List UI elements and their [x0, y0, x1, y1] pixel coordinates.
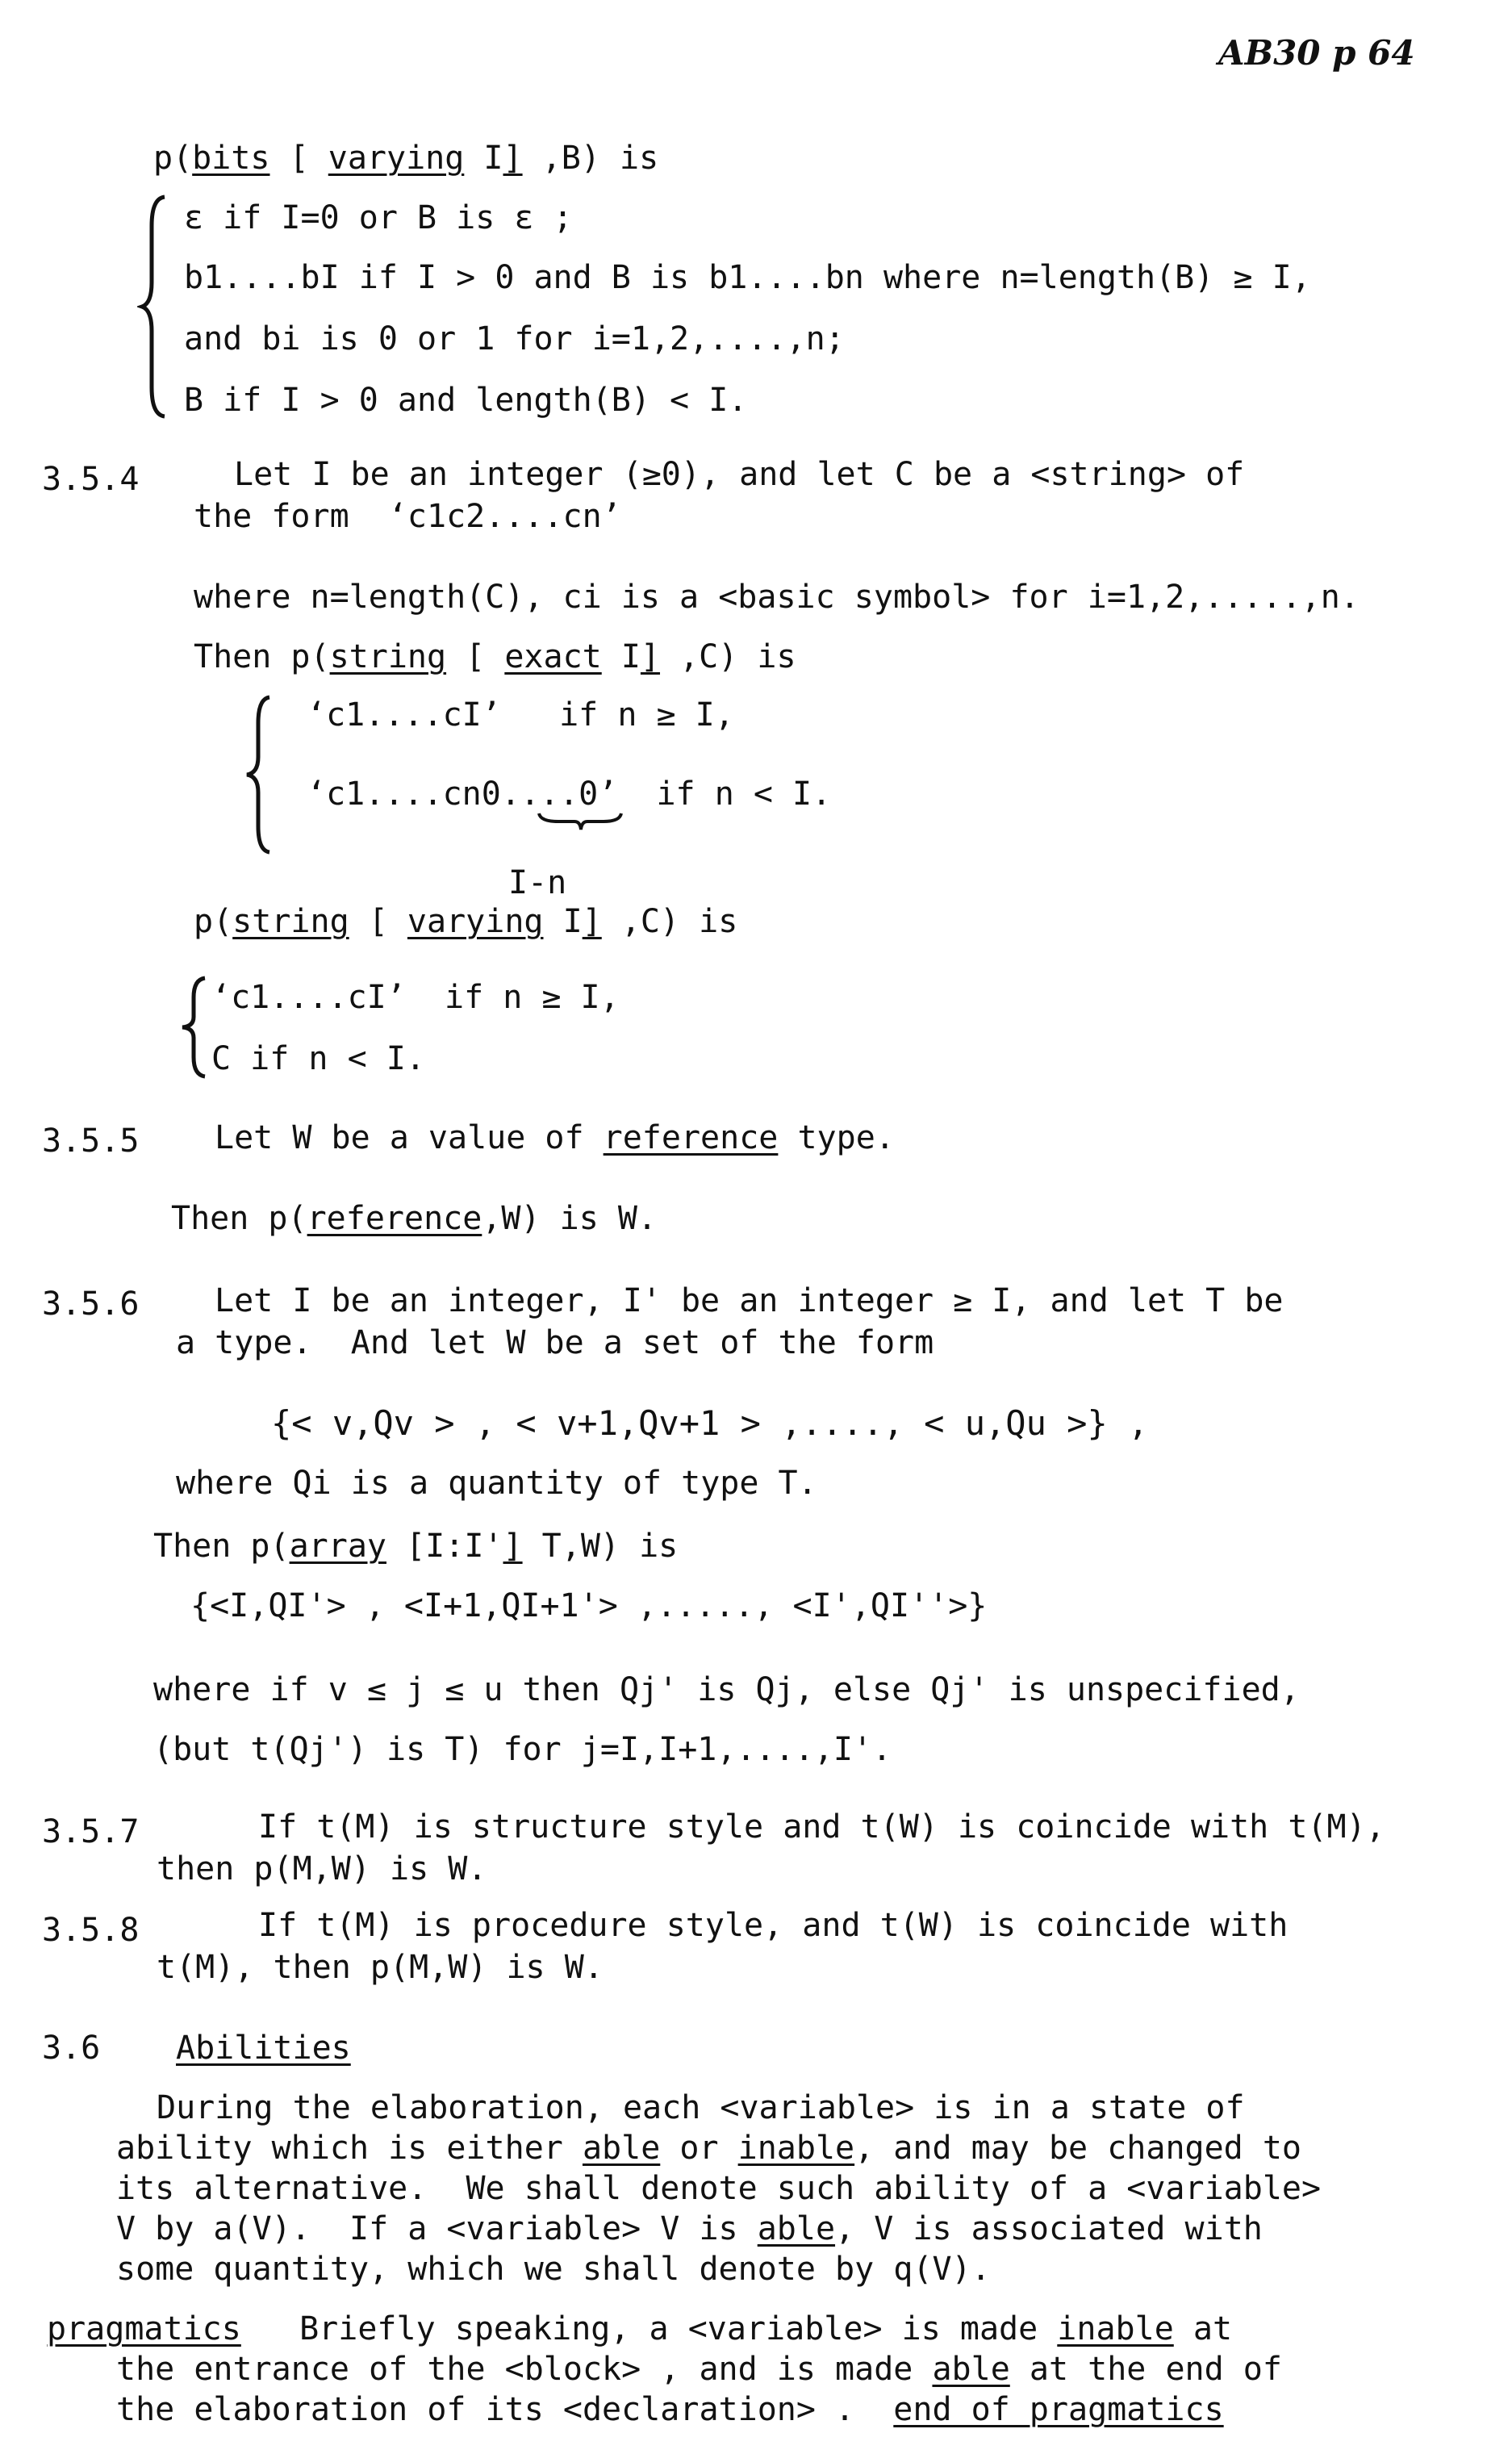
- text-fragment: I: [543, 903, 583, 940]
- keyword-able: able: [757, 2210, 836, 2247]
- s354-varying-line: [194, 902, 737, 941]
- text-fragment: Then p(: [194, 638, 330, 675]
- text-fragment: I:I': [425, 1528, 503, 1565]
- text-fragment: ,C) is: [660, 638, 796, 675]
- text-fragment: Briefly speaking, a <variable> is made: [240, 2310, 1058, 2347]
- end-of-pragmatics-marker: end of pragmatics: [893, 2391, 1224, 2428]
- text-fragment: at the end of: [1009, 2351, 1282, 2388]
- text-fragment: ,C) is: [601, 903, 738, 940]
- abilities-para-line-3: its alternative. We shall denote such ability of a <variable>: [116, 2170, 1322, 2207]
- underbrace: [536, 810, 624, 834]
- bracket-close: ]: [640, 638, 661, 675]
- s355-line-2: [171, 1199, 657, 1238]
- keyword-inable: inable: [1057, 2310, 1174, 2347]
- varying-case-2: C if n < I.: [211, 1040, 425, 1077]
- abilities-para-line-4: [116, 2209, 1263, 2248]
- left-brace-bits: [137, 194, 169, 420]
- s354-then-line: [194, 638, 796, 676]
- abilities-para-line-5: some quantity, which we shall denote by q(V).: [116, 2251, 991, 2288]
- pragmatics-line-2: [116, 2350, 1282, 2389]
- s358-line-2: t(M), then p(M,W) is W.: [157, 1949, 604, 1986]
- pragmatics-line-1: [47, 2310, 1232, 2348]
- text-fragment: ,B) is: [522, 140, 659, 177]
- text-fragment: ability which is either: [116, 2130, 583, 2167]
- text-fragment: I: [601, 638, 641, 675]
- underbrace-label: I-n: [508, 864, 567, 901]
- text-fragment: p(: [194, 903, 233, 940]
- keyword-exact: exact: [504, 638, 602, 675]
- keyword-able: able: [932, 2351, 1010, 2388]
- text-fragment: the elaboration of its <declaration> .: [116, 2391, 894, 2428]
- exact-case-2: ‘c1....cn0....0’ if n < I.: [307, 775, 832, 813]
- keyword-varying: varying: [407, 903, 544, 940]
- abilities-para-line-1: During the elaboration, each <variable> is in a state of: [157, 2089, 1245, 2126]
- keyword-string: string: [329, 638, 447, 675]
- text-fragment: Then p(: [171, 1200, 307, 1237]
- s356-line-3: where Qi is a quantity of type T.: [176, 1465, 817, 1502]
- left-brace-string-varying: [178, 975, 210, 1080]
- bits-case-4: B if I > 0 and length(B) < I.: [184, 382, 748, 419]
- text-fragment: ,W) is W.: [482, 1200, 658, 1237]
- bits-varying-heading: [153, 139, 658, 178]
- s356-where-2: (but t(Qj') is T) for j=I,I+1,....,I'.: [153, 1731, 892, 1768]
- s356-where-1: where if v ≤ j ≤ u then Qj' is Qj, else Qj' is unspecified,: [153, 1671, 1300, 1708]
- keyword-string: string: [232, 903, 349, 940]
- s354-line-1: Let I be an integer (≥0), and let C be a <string> of: [234, 456, 1245, 493]
- text-fragment: [: [386, 1528, 426, 1565]
- keyword-array: array: [289, 1528, 386, 1565]
- section-number-3-5-7: 3.5.7: [42, 1813, 140, 1850]
- pragmatics-label: pragmatics: [47, 2310, 241, 2347]
- text-fragment: T,W) is: [522, 1528, 679, 1565]
- s357-line-2: then p(M,W) is W.: [157, 1850, 487, 1888]
- s354-line-2: the form ‘c1c2....cn’: [194, 498, 621, 535]
- bracket-close: ]: [582, 903, 602, 940]
- abilities-para-line-2: [116, 2129, 1301, 2168]
- text-fragment: [: [269, 140, 328, 177]
- section-number-3-6: 3.6: [42, 2030, 101, 2067]
- keyword-varying: varying: [328, 140, 465, 177]
- text-fragment: , V is associated with: [835, 2210, 1263, 2247]
- s356-set-form: {< v,Qv > , < v+1,Qv+1 > ,...., < u,Qu >} ,: [271, 1403, 1149, 1443]
- text-fragment: Then p(: [153, 1528, 290, 1565]
- text-fragment: [: [349, 903, 407, 940]
- section-title-abilities: Abilities: [176, 2030, 351, 2067]
- section-number-3-5-5: 3.5.5: [42, 1122, 140, 1160]
- keyword-able: able: [582, 2130, 661, 2167]
- s358-line-1: If t(M) is procedure style, and t(W) is coincide with: [258, 1907, 1289, 1944]
- bracket-close: ]: [503, 140, 523, 177]
- text-fragment: I: [464, 140, 503, 177]
- section-number-3-5-4: 3.5.4: [42, 461, 140, 498]
- bits-case-3: and bi is 0 or 1 for i=1,2,....,n;: [184, 320, 845, 357]
- text-fragment: V by a(V). If a <variable> V is: [116, 2210, 758, 2247]
- s356-then-line: [153, 1527, 678, 1566]
- keyword-reference: reference: [307, 1200, 482, 1237]
- bracket-close: ]: [503, 1528, 523, 1565]
- text-fragment: the entrance of the <block> , and is made: [116, 2351, 933, 2388]
- s355-line-1: [215, 1118, 895, 1157]
- exact-case-1: ‘c1....cI’ if n ≥ I,: [307, 696, 734, 734]
- section-number-3-5-6: 3.5.6: [42, 1286, 140, 1323]
- left-brace-exact: [242, 694, 274, 855]
- s356-line-2: a type. And let W be a set of the form: [176, 1324, 934, 1361]
- keyword-reference: reference: [603, 1119, 779, 1156]
- keyword-inable: inable: [737, 2130, 855, 2167]
- bits-case-2: b1....bI if I > 0 and B is b1....bn where n=length(B) ≥ I,: [184, 259, 1311, 296]
- varying-case-1: ‘c1....cI’ if n ≥ I,: [211, 979, 620, 1016]
- text-fragment: , and may be changed to: [854, 2130, 1302, 2167]
- keyword-bits: bits: [192, 140, 270, 177]
- pragmatics-line-3: [116, 2390, 1224, 2429]
- text-fragment: type.: [778, 1119, 895, 1156]
- s356-result: {<I,QI'> , <I+1,QI+1'> ,....., <I',QI''>}: [190, 1587, 988, 1624]
- section-number-3-5-8: 3.5.8: [42, 1912, 140, 1949]
- bits-case-1: ε if I=0 or B is ε ;: [184, 199, 573, 236]
- page-reference: AB30 p 64: [1218, 33, 1415, 73]
- s356-line-1: Let I be an integer, I' be an integer ≥ I, and let T be: [215, 1282, 1284, 1319]
- text-fragment: at: [1173, 2310, 1233, 2347]
- s357-line-1: If t(M) is structure style and t(W) is coincide with t(M),: [258, 1808, 1385, 1846]
- text-fragment: [: [446, 638, 505, 675]
- s354-line-3: where n=length(C), ci is a <basic symbol> for i=1,2,.....,n.: [194, 579, 1360, 616]
- text-fragment: p(: [153, 140, 193, 177]
- text-fragment: or: [660, 2130, 738, 2167]
- text-fragment: Let W be a value of: [215, 1119, 604, 1156]
